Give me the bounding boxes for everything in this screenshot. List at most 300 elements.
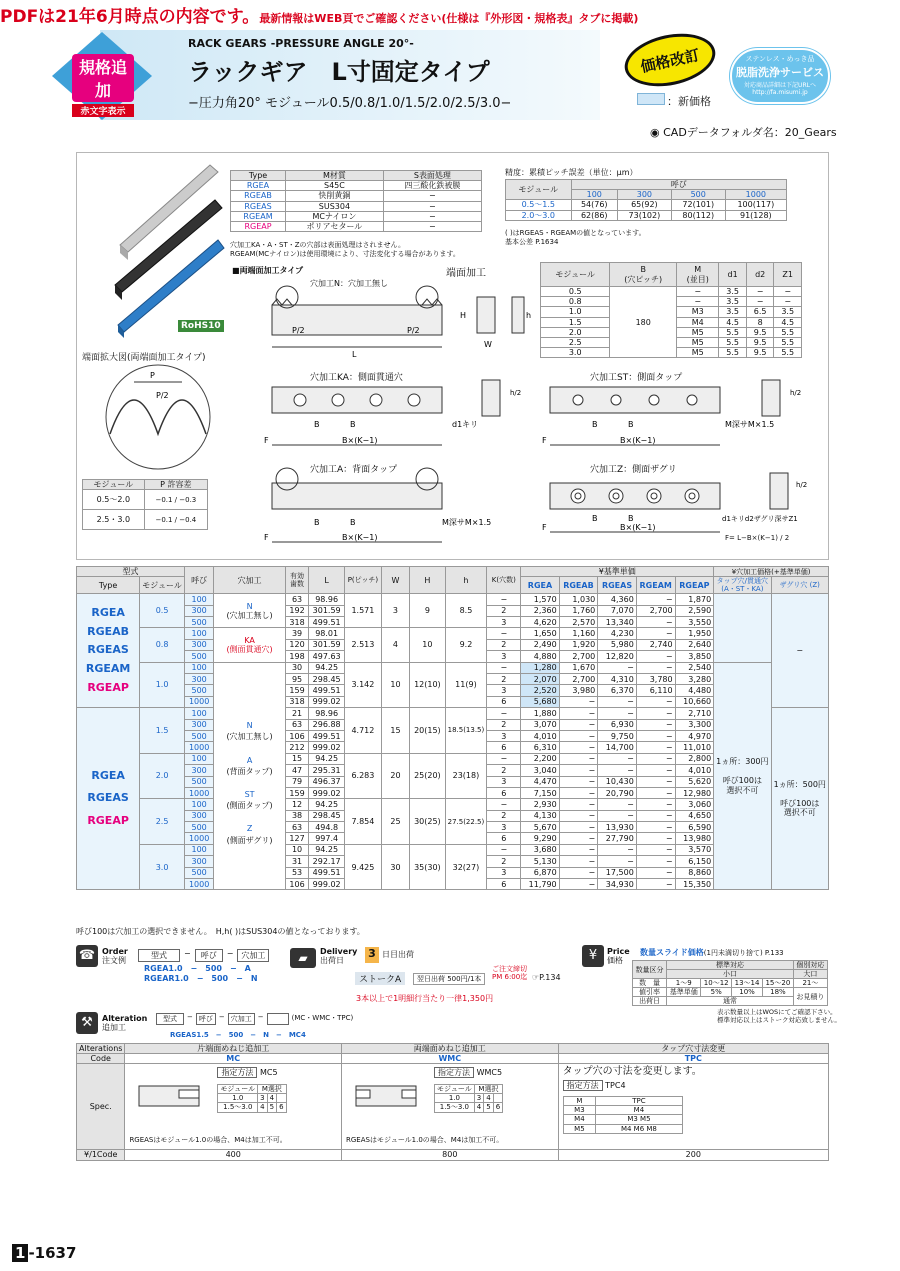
drill-icon: ⚒	[76, 1012, 98, 1034]
wmc-mtable	[434, 1084, 503, 1112]
dims-h: d1	[719, 263, 747, 287]
main-table	[76, 566, 829, 890]
price-cell: 4,130	[521, 810, 559, 821]
nominal-cell: 1000	[184, 879, 213, 890]
cad-icon: ◉	[650, 126, 664, 139]
tol-cell: −0.1 / −0.4	[144, 510, 207, 530]
module-cell: 1.5	[140, 708, 185, 754]
pr-cell: 21〜	[793, 979, 827, 988]
k-cell: −	[487, 753, 521, 764]
dims-cell: −	[774, 297, 802, 307]
dims-cell: 5.5	[774, 327, 802, 337]
k-cell: 3	[487, 617, 521, 628]
price-cell: 5,670	[521, 822, 559, 833]
hole-label: (側面タップ)	[226, 801, 273, 811]
cad-folder	[650, 124, 837, 140]
price-cell: 5,680	[521, 696, 559, 707]
teeth-cell: 38	[285, 810, 309, 821]
price-cell: 8,860	[675, 867, 714, 878]
wmc-method-row	[434, 1068, 502, 1077]
mat-material: 快削黄銅	[286, 191, 384, 201]
price-cell: −	[636, 765, 675, 776]
dim-w: W	[484, 340, 492, 349]
price-cell: 4,620	[521, 617, 559, 628]
wmc-method: 指定方法	[434, 1067, 474, 1078]
w-cell: 10	[381, 662, 409, 708]
mc-c	[277, 1094, 286, 1103]
mat-type: RGEAS	[231, 201, 286, 211]
hole-label: N	[246, 721, 253, 731]
price-cell: 1,650	[521, 628, 559, 639]
k-cell: 6	[487, 696, 521, 707]
at-code: MC	[125, 1054, 342, 1064]
price-cell: −	[636, 594, 675, 605]
material-note: RGEAM(MCナイロン)は使用環境により、寸法変化する場合があります。	[230, 250, 460, 259]
price-cell: −	[559, 856, 598, 867]
module-cell: 0.5	[140, 594, 185, 628]
z-bk: B×(K−1)	[620, 523, 656, 532]
module-cell: 1.0	[140, 662, 185, 708]
price-cell: 1,920	[559, 639, 598, 650]
mt-h-module: モジュール	[140, 577, 185, 594]
tpc-method: 指定方法	[563, 1080, 603, 1091]
l-cell: 499.51	[309, 617, 345, 628]
tap-price-l1: 1ヵ所：300円	[716, 757, 769, 767]
teeth-cell: 192	[285, 605, 309, 616]
price-cell: −	[598, 765, 637, 776]
price-cell: −	[598, 856, 637, 867]
price-cell: 4,010	[521, 730, 559, 741]
teeth-cell: 47	[285, 765, 309, 776]
w-cell: 4	[381, 628, 409, 662]
l-cell: 98.96	[309, 594, 345, 605]
h-cell: 20(15)	[410, 708, 445, 754]
pr-cell: 15〜20	[762, 979, 793, 988]
pitch-cell: 100(117)	[725, 200, 786, 210]
wmc-mh: M選択	[474, 1085, 502, 1094]
k-cell: 6	[487, 742, 521, 753]
teeth-cell: 63	[285, 594, 309, 605]
price-note: 表示数量以上はWOSにてご確認下さい。	[717, 1008, 837, 1016]
price-cell: −	[636, 753, 675, 764]
order-jp: 注文例	[102, 955, 126, 965]
dims-cell: 5.5	[719, 327, 747, 337]
nominal-cell: 500	[184, 617, 213, 628]
order-label	[102, 948, 128, 966]
dims-b: 180	[610, 287, 677, 358]
dims-cell: 1.0	[541, 307, 610, 317]
tap-price-empty	[714, 594, 771, 662]
price-cell: 3,060	[675, 799, 714, 810]
price-cell: 17,500	[598, 867, 637, 878]
mc-c: 1.5〜3.0	[218, 1103, 258, 1112]
teeth-cell: 10	[285, 844, 309, 855]
ka-b1: B	[314, 420, 320, 429]
cad-text: CADデータフォルダ名：20_Gears	[663, 126, 837, 139]
type-label: RGEAP	[87, 814, 129, 828]
price-cell: 2,740	[636, 639, 675, 650]
price-cell: 3,070	[521, 719, 559, 730]
pitch-cell: 62(86)	[571, 210, 617, 220]
price-cell: 13,340	[598, 617, 637, 628]
tooth-p2: P/2	[156, 391, 169, 400]
module-cell: 2.5	[140, 799, 185, 845]
price-cell: 1,880	[521, 708, 559, 719]
price-cell: 4,470	[521, 776, 559, 787]
price-cell: 3,040	[521, 765, 559, 776]
type-label: RGEAS	[87, 643, 129, 657]
h-cell: 9	[410, 594, 445, 628]
price-cell: −	[636, 799, 675, 810]
teeth-cell: 212	[285, 742, 309, 753]
l-cell: 494.8	[309, 822, 345, 833]
pitch-h-module: モジュール	[506, 180, 572, 200]
l-cell: 98.96	[309, 708, 345, 719]
dims-cell: 5.5	[719, 348, 747, 358]
tpc-c: M4	[596, 1106, 682, 1115]
price-cell: 9,290	[521, 833, 559, 844]
mt-h-k: K(穴数)	[487, 567, 521, 594]
nominal-cell: 300	[184, 639, 213, 650]
degrease-badge	[730, 48, 830, 104]
tpc-val: TPC4	[605, 1081, 626, 1091]
price-cell: 4,230	[598, 628, 637, 639]
price-cell: −	[636, 810, 675, 821]
k-cell: 2	[487, 639, 521, 650]
w-cell: 25	[381, 799, 409, 845]
wmc-spec	[342, 1064, 559, 1150]
price-cell: 5,980	[598, 639, 637, 650]
st-b1: B	[592, 420, 598, 429]
pitch-cell: 2.0〜3.0	[506, 210, 572, 220]
pitch-h: 500	[671, 190, 725, 200]
price-cell: −	[636, 844, 675, 855]
tol-cell: 0.5〜2.0	[83, 490, 145, 510]
mt-h-z: ザグリ穴 (Z)	[771, 577, 828, 594]
l-cell: 296.88	[309, 719, 345, 730]
dims-cell: 0.5	[541, 287, 610, 297]
pitch-h: 1000	[725, 190, 786, 200]
nominal-cell: 1000	[184, 696, 213, 707]
enlarge-label: 端面拡大図(両端面加工タイプ)	[82, 353, 206, 363]
pr-h: 数量区分	[633, 961, 667, 979]
w-cell: 3	[381, 594, 409, 628]
dim-p2-left: P/2	[292, 326, 305, 335]
mt-h-p: P(ピッチ)	[344, 567, 381, 594]
price-cell: −	[559, 719, 598, 730]
price-cell: −	[636, 742, 675, 753]
price-cell: 2,360	[521, 605, 559, 616]
order-col: 型式	[138, 949, 180, 962]
at-h: 片端面めねじ追加工	[125, 1044, 342, 1054]
price-cell: 1,950	[675, 628, 714, 639]
price-cell: −	[559, 776, 598, 787]
order-col: 呼び	[195, 949, 223, 962]
badge-line2: 赤文字表示	[72, 104, 134, 117]
price-cell: 3,570	[675, 844, 714, 855]
dim-h-big: H	[460, 311, 467, 320]
k-cell: 3	[487, 730, 521, 741]
k-cell: −	[487, 628, 521, 639]
price-cell: 2,070	[521, 674, 559, 685]
l-cell: 94.25	[309, 662, 345, 673]
stock-label: ストークA	[355, 972, 405, 985]
dims-cell: 9.5	[746, 327, 774, 337]
price-cell: −	[559, 765, 598, 776]
price-title: 数量スライド価格	[640, 948, 704, 957]
dims-cell: 3.5	[774, 307, 802, 317]
tpc-method-row	[563, 1081, 626, 1090]
dims-cell: −	[746, 297, 774, 307]
price-cell: 2,520	[521, 685, 559, 696]
k-cell: 2	[487, 856, 521, 867]
mt-h-hh: H	[410, 567, 445, 594]
price-cell: 2,570	[559, 617, 598, 628]
mat-surface: −	[383, 221, 481, 231]
price-en: Price	[607, 947, 630, 956]
l-cell: 999.02	[309, 879, 345, 890]
pr-cell: 10〜12	[701, 979, 732, 988]
alteration-table	[76, 1043, 829, 1161]
delivery-ref	[532, 973, 561, 982]
mat-h-type: Type	[231, 171, 286, 181]
mc-c: 6	[277, 1103, 286, 1112]
dims-cell: 4.5	[719, 317, 747, 327]
degrease-l1: ステンレス・めっき品	[745, 55, 815, 63]
dims-cell: M4	[677, 317, 719, 327]
hole-label: (穴加工無し)	[226, 732, 273, 742]
l-cell: 999.02	[309, 742, 345, 753]
a-drawing	[262, 467, 532, 552]
pr-h: 個別対応	[793, 961, 827, 970]
nominal-cell: 500	[184, 822, 213, 833]
mc-c: 4	[258, 1103, 267, 1112]
price-cell: −	[636, 787, 675, 798]
wmc-val: WMC5	[476, 1068, 503, 1078]
pitch-cell: 65(92)	[617, 200, 671, 210]
l-cell: 94.25	[309, 799, 345, 810]
mc-mtable	[217, 1084, 286, 1112]
l-cell: 94.25	[309, 753, 345, 764]
price-cell: −	[636, 867, 675, 878]
k-cell: 3	[487, 776, 521, 787]
dims-cell: −	[677, 287, 719, 297]
pitch-cell: 2.513	[344, 628, 381, 662]
mt-h-type: Type	[77, 577, 140, 594]
price-cell: 11,790	[521, 879, 559, 890]
tpc-h: TPC	[596, 1097, 682, 1106]
dims-cell: 3.5	[719, 297, 747, 307]
tap-price-l3: 選択不可	[726, 785, 759, 795]
new-price-swatch	[637, 93, 665, 105]
nominal-cell: 100	[184, 753, 213, 764]
st-h2: h/2	[790, 389, 802, 397]
dims-cell: 5.5	[719, 337, 747, 347]
price-cell: −	[559, 730, 598, 741]
nominal-cell: 500	[184, 730, 213, 741]
price-cell: 3,680	[521, 844, 559, 855]
k-cell: 3	[487, 651, 521, 662]
price-cell: 13,930	[598, 822, 637, 833]
order-cols: 型式 − 呼び − 穴加工	[138, 949, 269, 962]
price-cell: 6,370	[598, 685, 637, 696]
delivery-ref-text[interactable]: P.134	[539, 973, 561, 982]
ka-drawing	[262, 375, 532, 455]
price-cell: 2,590	[675, 605, 714, 616]
tpc-text: タップ穴の寸法を変更します。	[562, 1066, 702, 1078]
price-cell: −	[598, 662, 637, 673]
at-h: 両端面めねじ追加工	[342, 1044, 559, 1054]
w-cell: 30	[381, 844, 409, 890]
header-sub: −圧力角20° モジュール0.5/0.8/1.0/1.5/2.0/2.5/3.0−	[188, 96, 512, 111]
k-cell: 3	[487, 685, 521, 696]
z-price-l1: 1ヵ所：500円	[773, 780, 826, 790]
tpc-c: M5	[563, 1124, 596, 1133]
price-cell: 1,870	[675, 594, 714, 605]
wmc-c: 5	[484, 1103, 493, 1112]
price-cell: 6,870	[521, 867, 559, 878]
w-cell: 20	[381, 753, 409, 799]
mt-h-w: W	[381, 567, 409, 594]
price-cell: 2,930	[521, 799, 559, 810]
delivery-en: Delivery	[320, 947, 358, 956]
price-cell: 3,980	[559, 685, 598, 696]
l-cell: 298.45	[309, 810, 345, 821]
price-cell: 11,010	[675, 742, 714, 753]
ka-h2: h/2	[510, 389, 522, 397]
pitch-note: ( )はRGEAS・RGEAMの値となっています。	[505, 229, 646, 237]
pitch-cell: 3.142	[344, 662, 381, 708]
price-cell: 2,800	[675, 753, 714, 764]
teeth-cell: 198	[285, 651, 309, 662]
mc-val: MC5	[259, 1068, 278, 1078]
pitch-cell: 73(102)	[617, 210, 671, 220]
price-cell: 15,350	[675, 879, 714, 890]
dims-table	[540, 262, 802, 358]
l-cell: 499.51	[309, 867, 345, 878]
price-cell: 6,310	[521, 742, 559, 753]
at-price: 400	[125, 1150, 342, 1160]
mt-h-price: ¥基準単価	[521, 567, 714, 577]
price-cell: 4,650	[675, 810, 714, 821]
page-number	[12, 1244, 76, 1262]
pr-cell: お見積り	[793, 988, 827, 1006]
z-f: F	[542, 523, 547, 532]
mc-mh: モジュール	[218, 1085, 258, 1094]
price-cell: 3,850	[675, 651, 714, 662]
order-col: 穴加工	[237, 949, 269, 962]
price-cell: −	[559, 742, 598, 753]
nominal-cell: 100	[184, 628, 213, 639]
price-note: 標準対応以上はストーク対応致しません。	[717, 1015, 841, 1024]
ka-label: 穴加工KA：側面貫通穴	[310, 373, 403, 383]
price-cell: 7,150	[521, 787, 559, 798]
pr-cell: 10%	[732, 988, 763, 997]
h-cell: 12(10)	[410, 662, 445, 708]
tolerance-table	[82, 479, 208, 530]
a-f: F	[264, 533, 269, 542]
hole-n-label: 穴加工N：穴加工無し	[310, 279, 388, 288]
price-revision-stamp: 価格改訂	[620, 26, 720, 94]
alt-col: 穴加工	[228, 1013, 255, 1025]
at-code: WMC	[342, 1054, 559, 1064]
pitch-cell: 6.283	[344, 753, 381, 799]
price-cell: −	[598, 799, 637, 810]
type-label: RGEAS	[87, 791, 129, 805]
degrease-url[interactable]: http://fa.misumi.jp	[752, 89, 808, 96]
price-cell: 12,980	[675, 787, 714, 798]
l-cell: 499.51	[309, 685, 345, 696]
truck-icon: ▰	[290, 948, 316, 968]
order-examples	[144, 964, 258, 985]
tol-cell: −0.1 / −0.3	[144, 490, 207, 510]
pr-cell: 13〜14	[732, 979, 763, 988]
rohs-badge: RoHS10	[178, 320, 224, 332]
k-cell: 2	[487, 719, 521, 730]
l-cell: 301.59	[309, 639, 345, 650]
l-cell: 292.17	[309, 856, 345, 867]
teeth-cell: 318	[285, 696, 309, 707]
price-cell: 4,880	[521, 651, 559, 662]
k-cell: 6	[487, 787, 521, 798]
pitch-note: 基本公差 P.1634	[505, 238, 559, 247]
k-cell: 2	[487, 810, 521, 821]
k-cell: 2	[487, 605, 521, 616]
sh-cell: 8.5	[445, 594, 487, 628]
mc-mh: M選択	[258, 1085, 286, 1094]
at-h: タップ穴寸法変更	[558, 1044, 828, 1054]
l-cell: 496.37	[309, 776, 345, 787]
k-cell: −	[487, 662, 521, 673]
pitch-cell: 4.712	[344, 708, 381, 754]
degrease-l3: 対応商品詳細は下記URLへ	[744, 82, 816, 89]
pitch-cell: 80(112)	[671, 210, 725, 220]
a-b1: B	[314, 518, 320, 527]
st-b2: B	[628, 420, 634, 429]
delivery-days-text: 日目出荷	[382, 950, 414, 959]
price-cell: −	[559, 787, 598, 798]
nominal-cell: 100	[184, 662, 213, 673]
price-cell: −	[598, 810, 637, 821]
price-cell: 3,280	[675, 674, 714, 685]
price-cell: −	[636, 719, 675, 730]
hole-multi-cell	[214, 662, 285, 890]
price-title-note: (1円未満切り捨て) P.133	[703, 949, 784, 957]
price-cell: −	[636, 776, 675, 787]
wmc-c: 4	[484, 1094, 493, 1103]
z-price-l2: 呼び100は	[780, 799, 820, 809]
badge-text	[72, 54, 134, 117]
st-bk: B×(K−1)	[620, 436, 656, 445]
phone-icon: ☎	[76, 945, 98, 967]
wmc-c: 3	[474, 1094, 483, 1103]
mt-h-rgea: RGEA	[521, 577, 559, 594]
price-cell: 4,480	[675, 685, 714, 696]
teeth-cell: 63	[285, 719, 309, 730]
mt-h-rgeab: RGEAB	[559, 577, 598, 594]
new-price-legend: ：新価格	[667, 95, 711, 108]
mat-type: RGEAM	[231, 211, 286, 221]
mt-h-sh: h	[445, 567, 487, 594]
price-cell: −	[598, 696, 637, 707]
price-cell: 10,660	[675, 696, 714, 707]
at-spec-h: Spec.	[77, 1064, 125, 1150]
mat-surface: −	[383, 211, 481, 221]
w-cell: 15	[381, 708, 409, 754]
wmc-mh: モジュール	[435, 1085, 475, 1094]
tap-price-cell	[714, 662, 771, 890]
material-notes	[230, 241, 460, 259]
